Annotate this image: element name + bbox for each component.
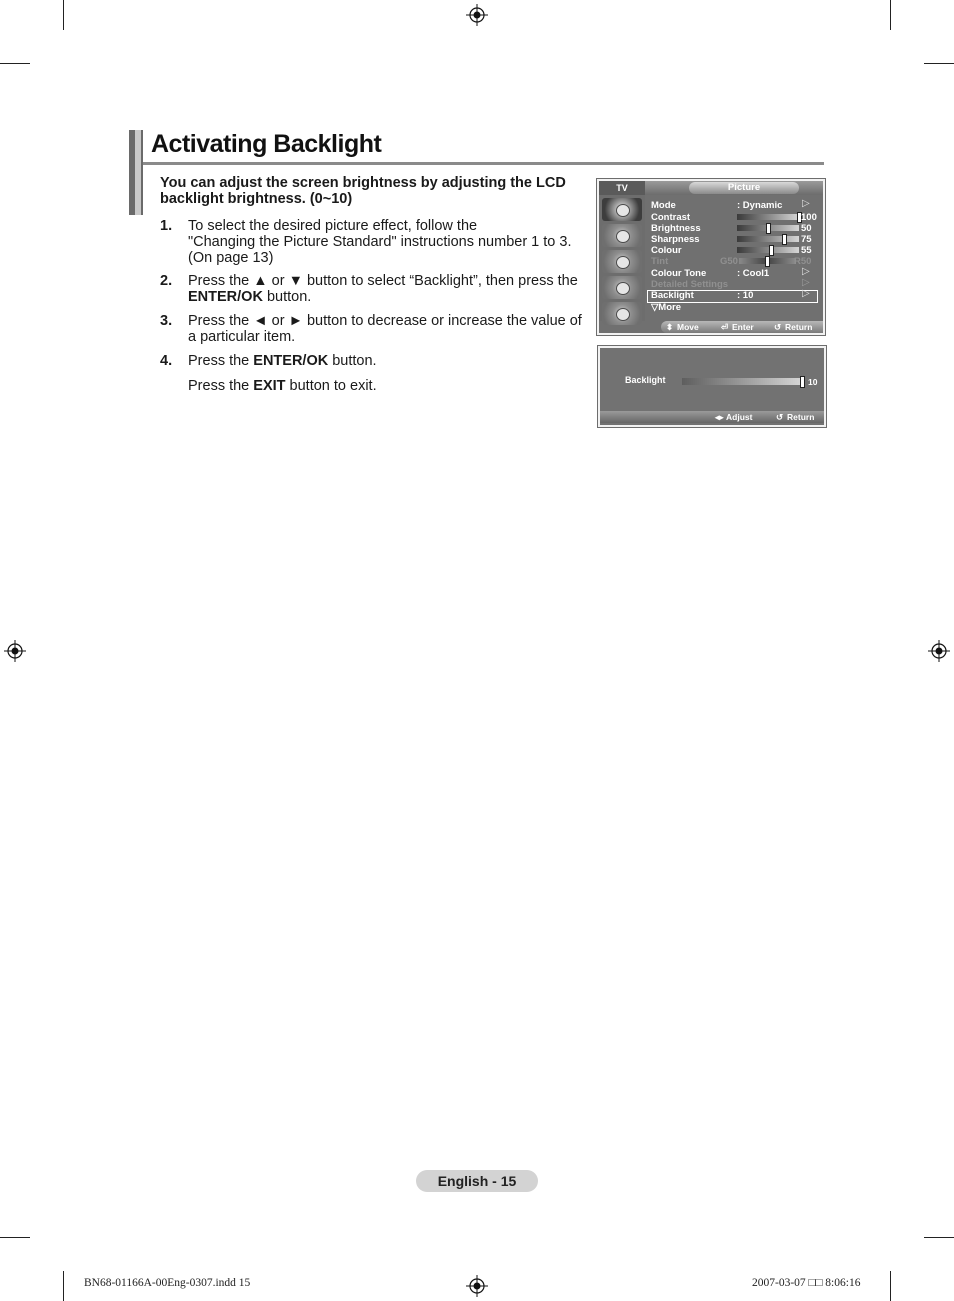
title-accent-bar-inner [135, 130, 141, 215]
exit-text: Press the [188, 378, 254, 394]
crop-mark [890, 0, 891, 30]
step-text-line: (On page 13) [188, 250, 274, 266]
submenu-arrow-icon: ▷ [802, 198, 810, 209]
tint-right-value: R50 [794, 256, 812, 267]
title-rule [143, 162, 824, 165]
exit-key-name: EXIT [253, 378, 286, 394]
registration-mark-icon [4, 640, 26, 662]
contrast-slider-track[interactable] [737, 214, 799, 220]
osd-menu-header: Picture [689, 182, 799, 194]
page-title: Activating Backlight [151, 130, 382, 158]
crop-mark [890, 1271, 891, 1301]
move-icon: ⬍ [666, 322, 674, 332]
osd-tab-tv[interactable]: TV [599, 181, 645, 195]
osd-item-more[interactable]: ▽More [651, 302, 682, 313]
submenu-arrow-icon: ▷ [802, 266, 810, 277]
backlight-footer-return: Return [787, 412, 815, 422]
step-text: button. [262, 289, 312, 305]
step-number: 4. [160, 353, 173, 369]
osd-item-contrast[interactable]: Contrast [651, 212, 691, 223]
submenu-arrow-icon: ▷ [802, 288, 810, 299]
step-text-line: a particular item. [188, 329, 296, 345]
backlight-adjust-panel [597, 345, 827, 428]
intro-text: You can adjust the screen brightness by adjusting the LCD backlight brightness. (0~10) [160, 175, 566, 207]
osd-item-backlight[interactable]: Backlight [651, 290, 694, 301]
backlight-slider-value: 10 [808, 377, 818, 387]
input-menu-icon[interactable] [602, 302, 642, 325]
step-number: 2. [160, 273, 173, 289]
return-icon: ↺ [776, 412, 784, 422]
step-text-line: To select the desired picture effect, follow the [188, 218, 478, 234]
step-text: button. [328, 353, 377, 369]
backlight-panel-footer [600, 411, 824, 423]
step-text: Press the ▲ or ▼ button to select “Backlight”, then press the [188, 273, 578, 289]
backlight-footer-adjust: Adjust [726, 412, 753, 422]
step-text-line: "Changing the Picture Standard" instructions number 1 to 3. [188, 234, 572, 250]
backlight-slider-thumb[interactable] [800, 376, 805, 388]
osd-footer-enter: Enter [732, 322, 754, 332]
osd-mode-value: : Dynamic [737, 200, 783, 211]
colour-slider-track[interactable] [737, 247, 799, 253]
channel-menu-icon[interactable] [602, 250, 642, 273]
picture-menu-icon[interactable] [602, 198, 642, 221]
sharpness-value: 75 [801, 234, 812, 245]
colour-tone-value: : Cool1 [737, 268, 770, 279]
step-key-name: ENTER/OK [253, 353, 329, 369]
osd-item-colour-tone[interactable]: Colour Tone [651, 268, 707, 279]
colour-slider-thumb[interactable] [769, 245, 774, 256]
step-1 [160, 218, 590, 268]
crop-mark [924, 63, 954, 64]
sharpness-slider-thumb[interactable] [782, 234, 787, 245]
crop-mark [63, 0, 64, 30]
backlight-value: : 10 [737, 290, 754, 301]
osd-item-brightness[interactable]: Brightness [651, 223, 701, 234]
exit-note [160, 378, 590, 396]
submenu-arrow-icon: ▷ [802, 277, 810, 288]
osd-item-tint: Tint [651, 256, 669, 267]
osd-item-sharpness[interactable]: Sharpness [651, 234, 700, 245]
colour-value: 55 [801, 245, 812, 256]
adjust-icon: ◂▸ [715, 412, 724, 422]
registration-mark-icon [466, 1275, 488, 1297]
exit-text: button to exit. [285, 378, 377, 394]
osd-item-colour[interactable]: Colour [651, 245, 682, 256]
step-3 [160, 313, 590, 347]
registration-mark-icon [466, 4, 488, 26]
step-number: 3. [160, 313, 173, 329]
step-text-line: Press the ◄ or ► button to decrease or increase the value of [188, 313, 582, 329]
osd-picture-menu [596, 178, 826, 336]
setup-menu-icon[interactable] [602, 276, 642, 299]
file-slug-right: 2007-03-07 □□ 8:06:16 [752, 1277, 861, 1289]
file-slug-left: BN68-01166A-00Eng-0307.indd 15 [84, 1277, 251, 1289]
return-icon: ↺ [774, 322, 782, 332]
contrast-value: 100 [801, 212, 817, 223]
tint-slider-thumb [765, 256, 770, 267]
step-text: Press the [188, 353, 254, 369]
registration-mark-icon [928, 640, 950, 662]
sharpness-slider-track[interactable] [737, 236, 799, 242]
osd-item-detailed-settings: Detailed Settings [651, 279, 729, 290]
osd-footer-move: Move [677, 322, 699, 332]
crop-mark [0, 63, 30, 64]
crop-mark [63, 1271, 64, 1301]
step-key-name: ENTER/OK [188, 289, 263, 305]
step-number: 1. [160, 218, 173, 234]
osd-footer-return: Return [785, 322, 813, 332]
sound-menu-icon[interactable] [602, 224, 642, 247]
tint-left-value: G50 [720, 256, 738, 267]
crop-mark [0, 1237, 30, 1238]
step-4 [160, 353, 590, 371]
step-2 [160, 273, 590, 307]
brightness-slider-thumb[interactable] [766, 223, 771, 234]
brightness-value: 50 [801, 223, 812, 234]
page-number-badge: English - 15 [416, 1170, 538, 1192]
enter-icon: ⏎ [721, 322, 729, 332]
backlight-label: Backlight [625, 375, 666, 385]
backlight-slider-track[interactable] [682, 378, 804, 385]
osd-footer [661, 321, 823, 333]
crop-mark [924, 1237, 954, 1238]
osd-sidebar [599, 195, 645, 321]
osd-item-mode[interactable]: Mode [651, 200, 676, 211]
